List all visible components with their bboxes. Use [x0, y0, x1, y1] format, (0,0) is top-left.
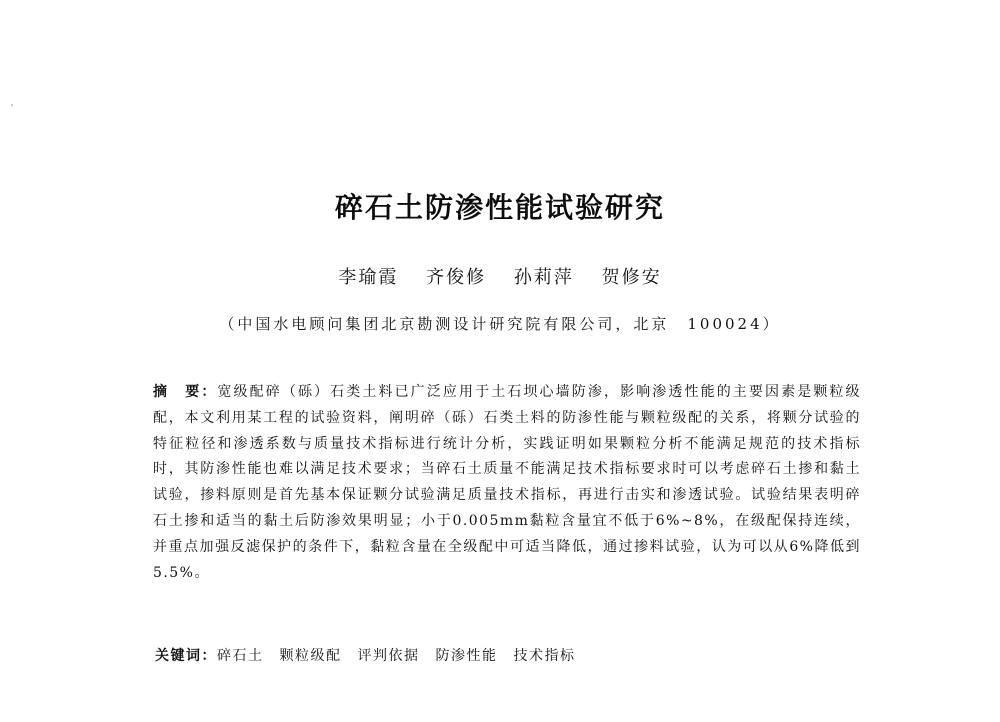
keywords	[155, 643, 855, 669]
author-name: 李瑜霞	[338, 267, 399, 288]
author-name: 孙莉萍	[513, 267, 574, 288]
scan-speck	[11, 104, 13, 106]
author-list	[0, 264, 1000, 292]
keyword: 防渗性能	[435, 648, 498, 664]
keyword: 碎石土	[217, 648, 264, 664]
keywords-label: 关键词：	[155, 648, 217, 664]
keyword: 技术指标	[513, 648, 576, 664]
author-name: 贺修安	[601, 267, 662, 288]
keyword: 颗粒级配	[279, 648, 342, 664]
abstract-text: 宽级配碎（砾）石类土料已广泛应用于土石坝心墙防渗，影响渗透性能的主要因素是颗粒级配，本文利用某工程的试验资料，阐明碎（砾）石类土料的防渗性能与颗粒级配的关系，将颗分试验的特征粒径和渗透系数与质量技术指标进行统计分析，实践证明如果颗粒分析不能满足规范的技术指标时，其防渗性能也难以满足技术要求；当碎石土质量不能满足技术指标要求时可以考虑碎石土掺和黏土试验，掺料原则是首先基本保证颗分试验满足质量技术指标，再进行击实和渗透试验。试验结果表明碎石土掺和适当的黏土后防渗效果明显；小于0.005mm黏粒含量宜不低于6%~8%，在级配保持连续，并重点加强反滤保护的条件下，黏粒含量在全级配中可适当降低，通过掺料试验，认为可以从6%降低到5.5%。	[153, 384, 861, 581]
keyword: 评判依据	[357, 648, 420, 664]
abstract	[153, 380, 861, 586]
abstract-label: 摘 要：	[153, 384, 218, 400]
paper-title: 碎石土防渗性能试验研究	[334, 191, 665, 224]
affiliation: （中国水电顾问集团北京勘测设计研究院有限公司，北京 100024）	[219, 315, 781, 333]
author-name: 齐俊修	[426, 267, 487, 288]
